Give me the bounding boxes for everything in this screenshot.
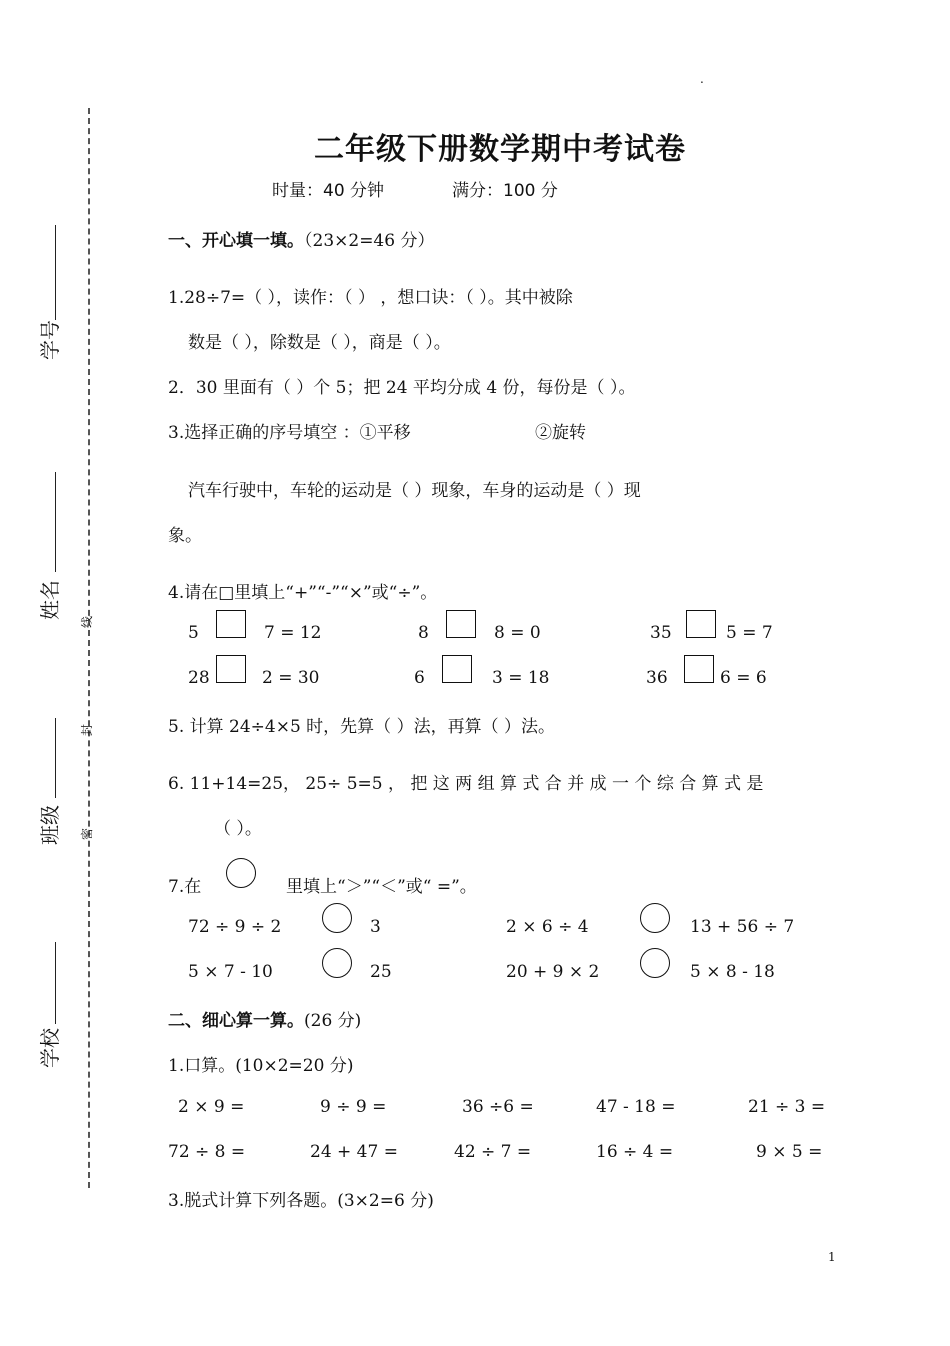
q1-line2: 数是（ ），除数是（ ），商是（ ）。 — [188, 333, 451, 353]
margin-mark-secret: 密 — [80, 827, 94, 840]
q4-item-a: 36 — [646, 668, 668, 688]
comparison-circle[interactable] — [640, 903, 670, 933]
oral-item: 9 ÷ 9 = — [320, 1097, 387, 1117]
q4-item-b: 7 = 12 — [264, 623, 322, 643]
comparison-circle[interactable] — [322, 948, 352, 978]
step-calc-heading: 3.脱式计算下列各题。(3×2=6 分) — [168, 1191, 434, 1211]
name-blank — [55, 472, 56, 572]
q4-item-a: 6 — [414, 668, 425, 688]
class-label: 班级 — [38, 805, 62, 845]
q7-item-b: 3 — [370, 917, 381, 937]
exam-time: 时量：40 分钟 — [272, 181, 385, 201]
margin-mark-line: 线 — [80, 615, 94, 628]
oral-calc-heading: 1.口算。(10×2=20 分) — [168, 1056, 354, 1076]
oral-item: 36 ÷6 = — [462, 1097, 534, 1117]
q1-line1: 1.28÷7=（ ），读作：（ ） ，想口诀：（ ）。其中被除 — [168, 288, 573, 308]
q4-item-b: 2 = 30 — [262, 668, 320, 688]
binding-dashed-line — [88, 108, 90, 1188]
oral-item: 24 + 47 = — [310, 1142, 398, 1162]
oral-item: 42 ÷ 7 = — [454, 1142, 532, 1162]
q3-line2: 汽车行驶中，车轮的运动是（ ）现象，车身的运动是（ ）现 — [188, 481, 641, 501]
oral-item: 16 ÷ 4 = — [596, 1142, 674, 1162]
operator-box[interactable] — [446, 610, 476, 638]
q6-line1: 6. 11+14=25， 25÷ 5=5 ， 把 这 两 组 算 式 合 并 成 一 个 综 合 算 式 是 — [168, 774, 764, 794]
section2-points: (26 分) — [304, 1011, 362, 1031]
q4-item-a: 8 — [418, 623, 429, 643]
exam-full-score: 满分：100 分 — [452, 181, 558, 201]
q3-option2: ②旋转 — [535, 423, 586, 443]
q7-item-a: 2 × 6 ÷ 4 — [506, 917, 589, 937]
comparison-circle[interactable] — [322, 903, 352, 933]
q4-item-a: 5 — [188, 623, 199, 643]
q7-item-b: 13 + 56 ÷ 7 — [690, 917, 795, 937]
header-dot: . — [700, 72, 704, 86]
q5-text: 5. 计算 24÷4×5 时，先算（ ）法，再算（ ）法。 — [168, 717, 555, 737]
q4-item-a: 35 — [650, 623, 672, 643]
comparison-circle[interactable] — [640, 948, 670, 978]
name-label: 姓名 — [38, 580, 62, 620]
school-label: 学校 — [38, 1028, 62, 1068]
q7-post: 里填上“＞”“＜”或“ =”。 — [286, 877, 477, 897]
section2-title: 二、细心算一算。 — [168, 1011, 304, 1031]
q4-item-b: 6 = 6 — [720, 668, 767, 688]
section2-heading — [168, 1006, 361, 1031]
oral-item: 2 × 9 = — [178, 1097, 245, 1117]
section1-heading — [168, 226, 434, 251]
section1-title: 一、开心填一填。 — [168, 231, 304, 251]
page-number: 1 — [828, 1250, 836, 1264]
q4-text: 4.请在□里填上“+”“-”“×”或“÷”。 — [168, 583, 438, 603]
q7-pre: 7.在 — [168, 877, 202, 897]
oral-item: 9 × 5 = — [756, 1142, 823, 1162]
margin-mark-seal: 封 — [80, 723, 94, 736]
section1-points: （23×2=46 分） — [304, 231, 435, 251]
operator-box[interactable] — [684, 655, 714, 683]
q4-item-b: 8 = 0 — [494, 623, 541, 643]
q2-text: 2．30 里面有（ ）个 5；把 24 平均分成 4 份，每份是（ ）。 — [168, 378, 636, 398]
q4-item-b: 3 = 18 — [492, 668, 550, 688]
q7-item-b: 5 × 8 - 18 — [690, 962, 775, 982]
student-id-blank — [55, 225, 56, 320]
operator-box[interactable] — [442, 655, 472, 683]
oral-item: 47 - 18 = — [596, 1097, 676, 1117]
q4-item-b: 5 = 7 — [726, 623, 773, 643]
q6-line2: （ ）。 — [214, 819, 262, 839]
q3-line1: 3.选择正确的序号填空 ：①平移 — [168, 423, 411, 443]
q7-item-b: 25 — [370, 962, 392, 982]
operator-box[interactable] — [686, 610, 716, 638]
oral-item: 21 ÷ 3 = — [748, 1097, 826, 1117]
page-title: 二年级下册数学期中考试卷 — [314, 132, 686, 167]
student-id-label: 学号 — [38, 320, 62, 360]
q7-item-a: 20 + 9 × 2 — [506, 962, 600, 982]
q3-line3: 象。 — [168, 526, 202, 546]
operator-box[interactable] — [216, 655, 246, 683]
comparison-circle-example — [226, 858, 256, 888]
q4-item-a: 28 — [188, 668, 210, 688]
q7-item-a: 72 ÷ 9 ÷ 2 — [188, 917, 282, 937]
oral-item: 72 ÷ 8 = — [168, 1142, 246, 1162]
q7-item-a: 5 × 7 - 10 — [188, 962, 273, 982]
school-blank — [55, 942, 56, 1024]
class-blank — [55, 718, 56, 798]
operator-box[interactable] — [216, 610, 246, 638]
